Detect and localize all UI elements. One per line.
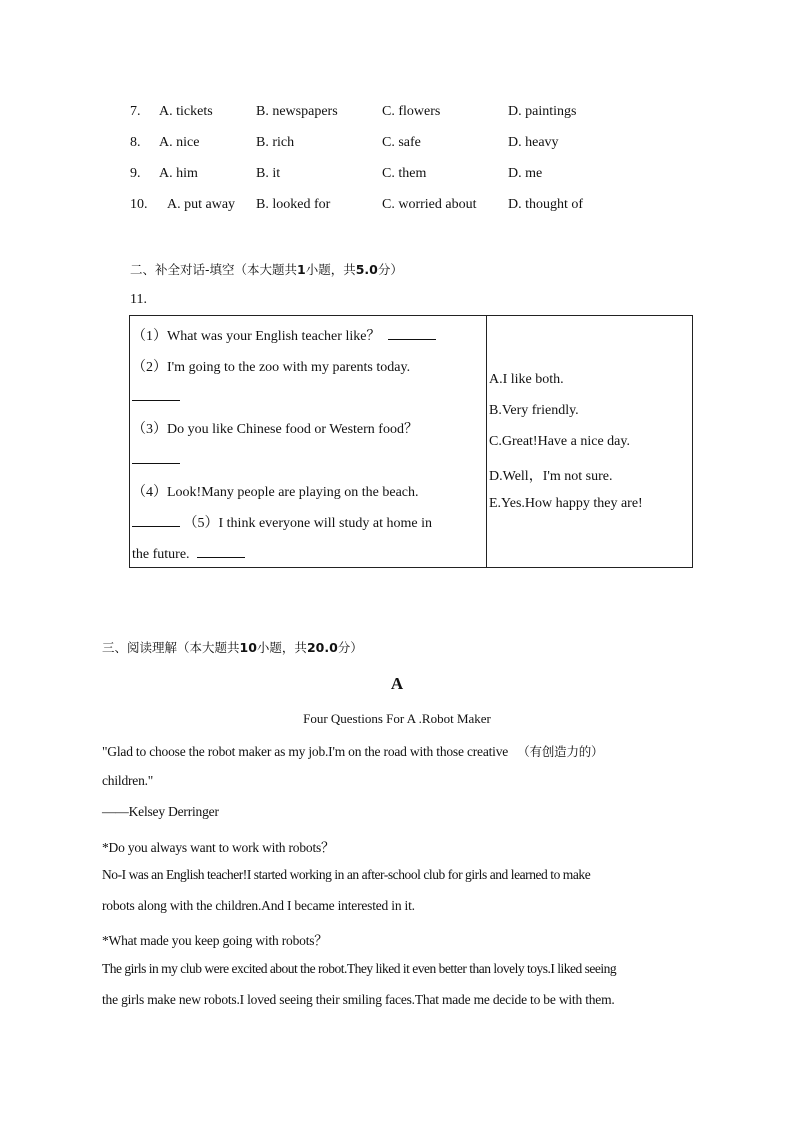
passage-title: Four Questions For A .Robot Maker: [303, 711, 491, 726]
question-number: 7.: [130, 104, 141, 119]
dialogue-option-e: E.Yes.How happy they are!: [489, 496, 643, 511]
question-11-number: 11.: [130, 292, 147, 307]
option-a: A. nice: [159, 135, 200, 150]
dialogue-option-b: B.Very friendly.: [489, 403, 579, 418]
option-c: C. them: [382, 166, 427, 181]
section-3-count: 10: [239, 640, 257, 655]
choice-row-10: [130, 197, 730, 217]
passage-answer-2-line-2: the girls make new robots.I loved seeing their smiling faces.That made me decide to be with them.: [102, 992, 615, 1007]
dialogue-q2-blank-line: [132, 386, 180, 406]
dialogue-q1-text: （1）What was your English teacher like？: [132, 329, 381, 344]
answer-blank[interactable]: [197, 543, 245, 558]
passage-answer-2-line-1: The girls in my club were excited about the robot.They liked it even better than lovely toys.I liked seeing: [102, 961, 617, 976]
dialogue-table: [129, 315, 693, 568]
passage-author: ——Kelsey Derringer: [102, 804, 219, 819]
dialogue-q3: （3）Do you like Chinese food or Western food？: [132, 422, 418, 437]
passage-quote-line-2: children.": [102, 773, 154, 788]
section-2-suffix: 分）: [377, 262, 403, 277]
option-c: C. flowers: [382, 104, 441, 119]
section-2-score: 5.0: [355, 262, 378, 277]
choice-row-9: [130, 166, 730, 186]
section-3-mid: 小题，共: [256, 640, 307, 655]
section-3-prefix: 三、阅读理解（本大题共: [102, 640, 240, 655]
option-a: A. tickets: [159, 104, 213, 119]
dialogue-q5-text: （5）I think everyone will study at home in: [183, 516, 432, 531]
option-a: A. put away: [167, 197, 236, 212]
option-b: B. looked for: [256, 197, 331, 212]
passage-question-2: *What made you keep going with robots？: [102, 933, 328, 948]
option-d: D. thought of: [508, 197, 584, 212]
option-d: D. paintings: [508, 104, 577, 119]
question-number: 10.: [130, 197, 148, 212]
dialogue-options-cell: [487, 316, 693, 568]
dialogue-q3-blank-line: [132, 449, 180, 469]
option-d: D. heavy: [508, 135, 559, 150]
option-b: B. rich: [256, 135, 295, 150]
section-3-score: 20.0: [306, 640, 338, 655]
passage-question-1: *Do you always want to work with robots？: [102, 840, 335, 855]
dialogue-q4-q5-line: [132, 512, 432, 532]
passage-answer-1-line-2: robots along with the children.And I became interested in it.: [102, 898, 415, 913]
quote-text: "Glad to choose the robot maker as my job.I'm on the road with those creative: [102, 744, 509, 759]
dialogue-q5-end-text: the future.: [132, 547, 190, 562]
section-2-prefix: 二、补全对话-填空（本大题共: [130, 262, 298, 277]
dialogue-questions-cell: [130, 316, 487, 568]
dialogue-q4: （4）Look!Many people are playing on the beach.: [132, 485, 419, 500]
dialogue-option-d: D.Well，I'm not sure.: [489, 469, 613, 484]
option-b: B. it: [256, 166, 281, 181]
answer-blank[interactable]: [388, 325, 436, 340]
section-2-count: 1: [297, 262, 306, 277]
quote-cjk-gloss: （有创造力的）: [517, 744, 604, 759]
option-c: C. safe: [382, 135, 421, 150]
dialogue-q1: [132, 325, 436, 345]
passage-answer-1-line-1: No-I was an English teacher!I started working in an after-school club for girls and learned to make: [102, 867, 591, 882]
option-d: D. me: [508, 166, 543, 181]
dialogue-q5-end: [132, 543, 245, 563]
option-c: C. worried about: [382, 197, 477, 212]
section-2-heading: [130, 260, 403, 278]
answer-blank[interactable]: [132, 386, 180, 401]
passage-quote-line-1: [102, 742, 603, 760]
choice-row-8: [130, 135, 730, 155]
question-number: 8.: [130, 135, 141, 150]
dialogue-q2: （2）I'm going to the zoo with my parents today.: [132, 360, 411, 375]
dialogue-option-c: C.Great!Have a nice day.: [489, 434, 630, 449]
answer-blank[interactable]: [132, 512, 180, 527]
choice-row-7: [130, 104, 730, 124]
section-3-heading: [102, 638, 363, 656]
option-b: B. newspapers: [256, 104, 338, 119]
section-2-mid: 小题，共: [305, 262, 356, 277]
option-a: A. him: [159, 166, 198, 181]
question-number: 9.: [130, 166, 141, 181]
answer-blank[interactable]: [132, 449, 180, 464]
passage-letter: A: [390, 674, 404, 693]
dialogue-option-a: A.I like both.: [489, 372, 564, 387]
section-3-suffix: 分）: [337, 640, 363, 655]
